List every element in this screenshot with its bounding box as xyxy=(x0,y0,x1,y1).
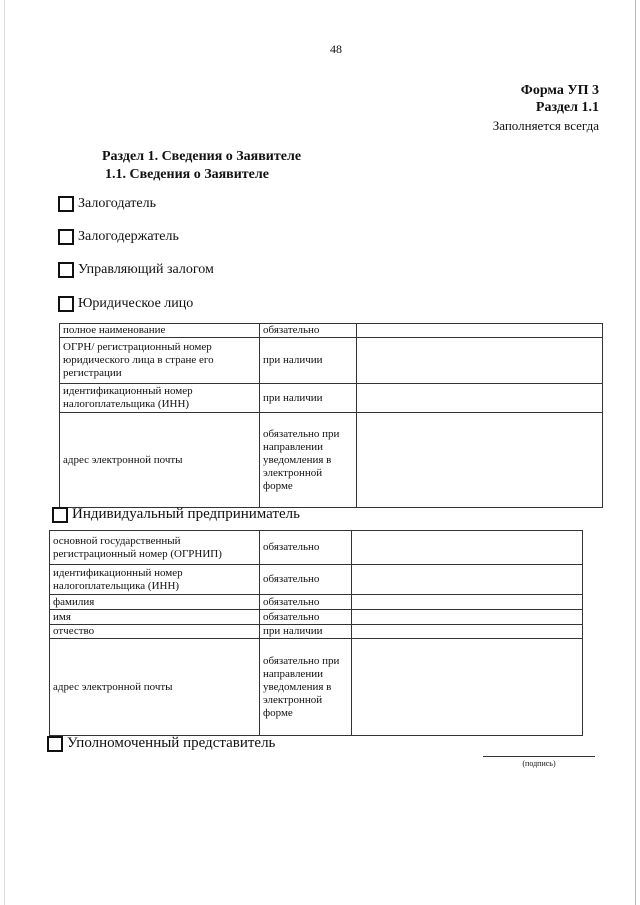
field-label: идентификационный номер налогоплательщика (ИНН) xyxy=(50,565,260,595)
value-cell[interactable] xyxy=(352,639,583,736)
checkbox-pledgee[interactable] xyxy=(58,229,179,245)
value-cell[interactable] xyxy=(352,625,583,639)
field-label: адрес электронной почты xyxy=(50,639,260,736)
field-label: отчество xyxy=(50,625,260,639)
table-row xyxy=(60,413,603,508)
form-title: Форма УП 3 xyxy=(520,83,599,98)
requirement: обязательно xyxy=(260,565,352,595)
requirement: при наличии xyxy=(260,625,352,639)
page-number: 48 xyxy=(330,42,342,56)
field-label: фамилия xyxy=(50,595,260,610)
field-label: полное наименование xyxy=(60,324,260,338)
requirement: при наличии xyxy=(260,338,357,384)
value-cell[interactable] xyxy=(352,595,583,610)
checkbox-label: Управляющий залогом xyxy=(78,262,214,277)
field-label: основной государственный регистрационный номер (ОГРНИП) xyxy=(50,531,260,565)
requirement: обязательно xyxy=(260,324,357,338)
checkbox-label: Индивидуальный предприниматель xyxy=(72,506,300,522)
checkbox-label: Уполномоченный представитель xyxy=(67,735,276,751)
requirement: обязательно xyxy=(260,595,352,610)
value-cell[interactable] xyxy=(352,610,583,625)
requirement: при наличии xyxy=(260,384,357,413)
table-row xyxy=(60,324,603,338)
value-cell[interactable] xyxy=(352,531,583,565)
checkbox-pledgor[interactable] xyxy=(58,196,156,212)
checkbox-icon[interactable] xyxy=(58,262,74,278)
value-cell[interactable] xyxy=(357,384,603,413)
value-cell[interactable] xyxy=(357,338,603,384)
checkbox-legal-entity[interactable] xyxy=(58,296,193,312)
checkbox-label: Залогодатель xyxy=(78,196,157,211)
checkbox-entrepreneur[interactable] xyxy=(52,506,300,523)
value-cell[interactable] xyxy=(357,324,603,338)
entrepreneur-table xyxy=(49,530,583,736)
table-row xyxy=(50,610,583,625)
legal-entity-table xyxy=(59,323,603,508)
checkbox-pledge-manager[interactable] xyxy=(58,262,214,278)
subsection-title: 1.1. Сведения о Заявителе xyxy=(105,167,269,182)
field-label: ОГРН/ регистрационный номер юридического лица в стране его регистрации xyxy=(60,338,260,384)
requirement: обязательно xyxy=(260,610,352,625)
table-row xyxy=(50,625,583,639)
checkbox-icon[interactable] xyxy=(58,296,74,312)
section-title: Раздел 1. Сведения о Заявителе xyxy=(102,149,302,164)
field-label: идентификационный номер налогоплательщика (ИНН) xyxy=(60,384,260,413)
checkbox-icon[interactable] xyxy=(52,507,68,523)
value-cell[interactable] xyxy=(357,413,603,508)
signature-line: (подпись) xyxy=(483,756,595,768)
value-cell[interactable] xyxy=(352,565,583,595)
table-row xyxy=(50,595,583,610)
checkbox-icon[interactable] xyxy=(58,196,74,212)
requirement: обязательно при направлении уведомления в электронной форме xyxy=(260,639,352,736)
checkbox-icon[interactable] xyxy=(47,736,63,752)
table-row xyxy=(60,338,603,384)
table-row xyxy=(50,565,583,595)
requirement: обязательно xyxy=(260,531,352,565)
checkbox-label: Юридическое лицо xyxy=(78,296,194,311)
table-row xyxy=(50,639,583,736)
requirement: обязательно при направлении уведомления в электронной форме xyxy=(260,413,357,508)
field-label: имя xyxy=(50,610,260,625)
form-section: Раздел 1.1 xyxy=(535,100,599,115)
field-label: адрес электронной почты xyxy=(60,413,260,508)
fill-note: Заполняется всегда xyxy=(492,118,599,133)
table-row xyxy=(50,531,583,565)
section-heading xyxy=(102,148,301,184)
form-header xyxy=(521,82,599,116)
checkbox-authorized-representative[interactable] xyxy=(47,735,275,752)
table-row xyxy=(60,384,603,413)
checkbox-icon[interactable] xyxy=(58,229,74,245)
checkbox-label: Залогодержатель xyxy=(78,229,179,244)
document-page xyxy=(4,0,636,905)
